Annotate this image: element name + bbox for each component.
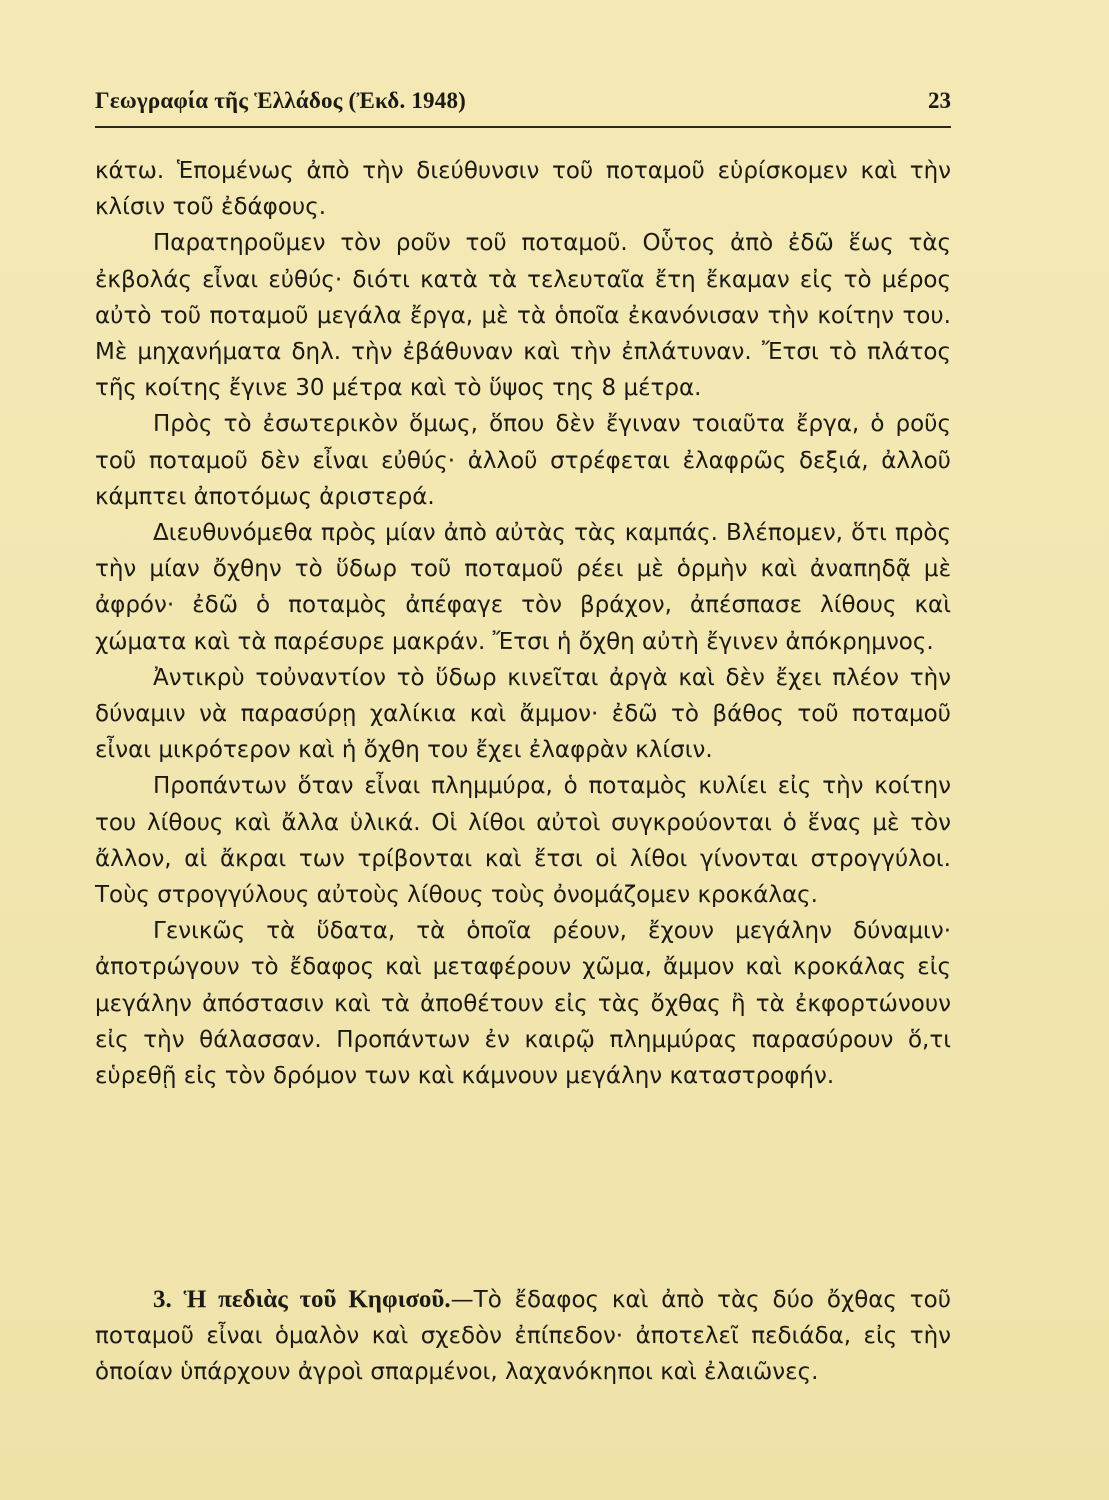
- section-heading: 3. Ἡ πεδιὰς τοῦ Κηφισοῦ.: [153, 1286, 451, 1313]
- running-title: Γεωγραφία τῆς Ἑλλάδος (Ἐκδ. 1948): [95, 88, 467, 113]
- page-number: 23: [928, 88, 951, 113]
- paragraph-6: Προπάντων ὅταν εἶναι πλημμύρα, ὁ ποταμὸς κυλίει εἰς τὴν κοίτην του λίθους καὶ ἄλλα ὑλικά. Οἱ λίθοι αὐτοὶ συγκρούονται ὁ ἕνας μὲ τὸν ἄλλον, αἱ ἄκραι των τρίβονται καὶ ἔτσι οἱ λίθοι γίνονται στρογγύλοι. Τοὺς στρογγύλους αὐτοὺς λίθους τοὺς ὀνομάζομεν κροκάλας.: [95, 773, 951, 909]
- paragraph-1: κάτω. Ἑπομένως ἀπὸ τὴν διεύθυνσιν τοῦ ποταμοῦ εὑρίσκομεν καὶ τὴν κλίσιν τοῦ ἐδάφους.: [95, 158, 951, 221]
- paragraph-2: Παρατηροῦμεν τὸν ροῦν τοῦ ποταμοῦ. Οὗτος ἀπὸ ἐδῶ ἕως τὰς ἐκβολάς εἶναι εὐθύς· διότι κατὰ τὰ τελευταῖα ἔτη ἔκαμαν εἰς τὸ μέρος αὐτὸ τοῦ ποταμοῦ μεγάλα ἔργα, μὲ τὰ ὁποῖα ἐκανόνισαν τὴν κοίτην του. Μὲ μηχανήματα δηλ. τὴν ἐβάθυναν καὶ τὴν ἐπλάτυναν. Ἔτσι τὸ πλάτος τῆς κοίτης ἔγινε 30 μέτρα καὶ τὸ ὕψος της 8 μέτρα.: [95, 230, 951, 402]
- paragraph-7: Γενικῶς τὰ ὕδατα, τὰ ὁποῖα ρέουν, ἔχουν μεγάλην δύναμιν· ἀποτρώγουν τὸ ἔδαφος καὶ μεταφέρουν χῶμα, ἄμμον καὶ κροκάλας εἰς μεγάλην ἀπόστασιν καὶ τὰ ἀποθέτουν εἰς τὰς ὄχθας ἢ τὰ ἐκφορτώνουν εἰς τὴν θάλασσαν. Προπάντων ἐν καιρῷ πλημμύρας παρασύρουν ὅ,τι εὑρεθῇ εἰς τὸν δρόμον των καὶ κάμνουν μεγάλην καταστροφήν.: [95, 918, 951, 1090]
- page-header: [95, 86, 951, 128]
- body-text: [95, 153, 951, 1094]
- paragraph-5: Ἀντικρὺ τοὐναντίον τὸ ὕδωρ κινεῖται ἀργὰ καὶ δὲν ἔχει πλέον τὴν δύναμιν νὰ παρασύρῃ χαλίκια καὶ ἄμμον· ἐδῶ τὸ βάθος τοῦ ποταμοῦ εἶναι μικρότερον καὶ ἡ ὄχθη του ἔχει ἐλαφρὰν κλίσιν.: [95, 664, 951, 764]
- paragraph-3: Πρὸς τὸ ἐσωτερικὸν ὅμως, ὅπου δὲν ἔγιναν τοιαῦτα ἔργα, ὁ ροῦς τοῦ ποταμοῦ δὲν εἶναι εὐθύς· ἀλλοῦ στρέφεται ἐλαφρῶς δεξιά, ἀλλοῦ κάμπτει ἀποτόμως ἀριστερά.: [95, 411, 951, 510]
- section-3: [95, 1282, 951, 1391]
- section-paragraph: [95, 1282, 951, 1391]
- section-text: —Τὸ ἔδαφος καὶ ἀπὸ τὰς δύο ὄχθας τοῦ ποταμοῦ εἶναι ὁμαλὸν καὶ σχεδὸν ἐπίπεδον· ἀποτελεῖ πεδιάδα, εἰς τὴν ὁποίαν ὑπάρχουν ἀγροὶ σπαρμένοι, λαχανόκηποι καὶ ἐλαιῶνες.: [95, 1287, 952, 1386]
- paragraph-4: Διευθυνόμεθα πρὸς μίαν ἀπὸ αὐτὰς τὰς καμπάς. Βλέπομεν, ὅτι πρὸς τὴν μίαν ὄχθην τὸ ὕδωρ τοῦ ποταμοῦ ρέει μὲ ὁρμὴν καὶ ἀναπηδᾷ μὲ ἀφρόν· ἐδῶ ὁ ποταμὸς ἀπέφαγε τὸν βράχον, ἀπέσπασε λίθους καὶ χώματα καὶ τὰ παρέσυρε μακράν. Ἔτσι ἡ ὄχθη αὐτὴ ἔγινεν ἀπόκρημνος.: [95, 520, 951, 655]
